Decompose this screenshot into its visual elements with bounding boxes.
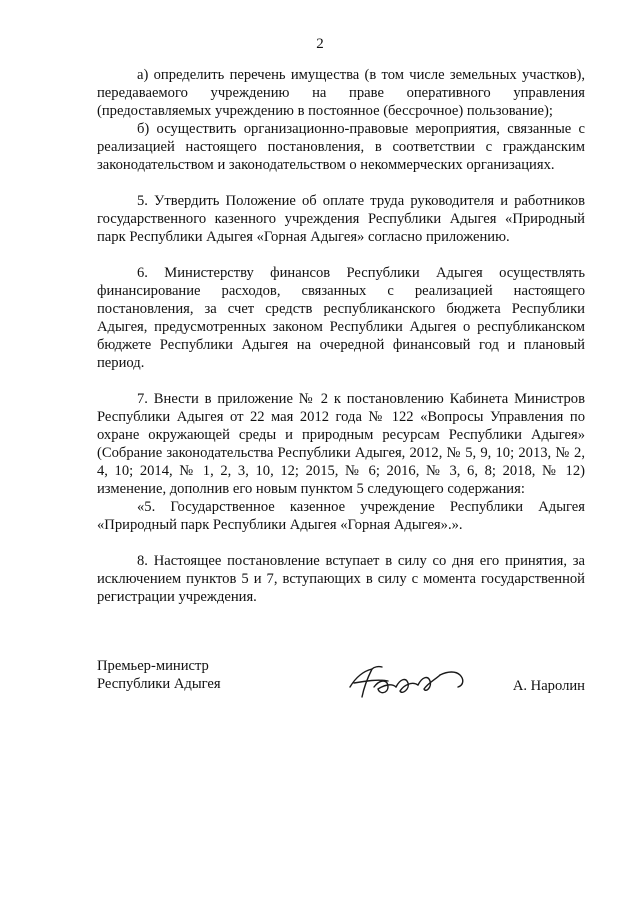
page-number: 2 [316,36,324,52]
paragraph-5: 5. Утвердить Положение об оплате труда руководителя и работников государственного казенного учреждения Республики Адыгея «Природный парк Республики Адыгея «Горная Адыгея» согласно приложению. [97,193,585,245]
signatory-title-line2: Республики Адыгея [97,676,221,692]
paragraph-4a: а) определить перечень имущества (в том числе земельных участков), передаваемого учреждению на праве оперативного управления (предоставляемых учреждению в постоянное (бессрочное) пользование); [97,67,585,119]
signature-block [97,657,585,717]
paragraph-6: 6. Министерству финансов Республики Адыгея осуществлять финансирование расходов, связанных с реализацией настоящего постановления, за счет средств республиканского бюджета Республики Адыгея, предусмотренных законом Республики Адыгея о республиканском бюджете Республики Адыгея на очередной финансовый год и плановый период. [97,265,585,371]
document-body [97,66,585,606]
paragraph-gap [97,174,585,192]
paragraph-7-quote: «5. Государственное казенное учреждение Республики Адыгея «Природный парк Республики Адыгея «Горная Адыгея».». [97,499,585,533]
paragraph-gap [97,372,585,390]
paragraph-4b: б) осуществить организационно-правовые мероприятия, связанные с реализацией настоящего постановления, в соответствии с гражданским законодательством и законодательством о некоммерческих организациях. [97,121,585,173]
paragraph-gap [97,534,585,552]
signatory-title-line1: Премьер-министр [97,658,209,674]
paragraph-8: 8. Настоящее постановление вступает в силу со дня его принятия, за исключением пунктов 5 и 7, вступающих в силу с момента государственной регистрации учреждения. [97,553,585,605]
paragraph-7: 7. Внести в приложение № 2 к постановлению Кабинета Министров Республики Адыгея от 22 мая 2012 года № 122 «Вопросы Управления по охране окружающей среды и природным ресурсам Республики Адыгея» (Собрание законодательства Республики Адыгея, 2012, № 5, 9, 10; 2013, № 2, 4, 10; 2014, № 1, 2, 3, 10, 12; 2015, № 6; 2016, № 3, 6, 8; 2018, № 12) изменение, дополнив его новым пунктом 5 следующего содержания: [97,391,585,497]
paragraph-gap [97,246,585,264]
handwritten-signature [344,657,474,705]
signatory-name: А. Наролин [512,678,585,694]
signatory-title [97,657,221,693]
